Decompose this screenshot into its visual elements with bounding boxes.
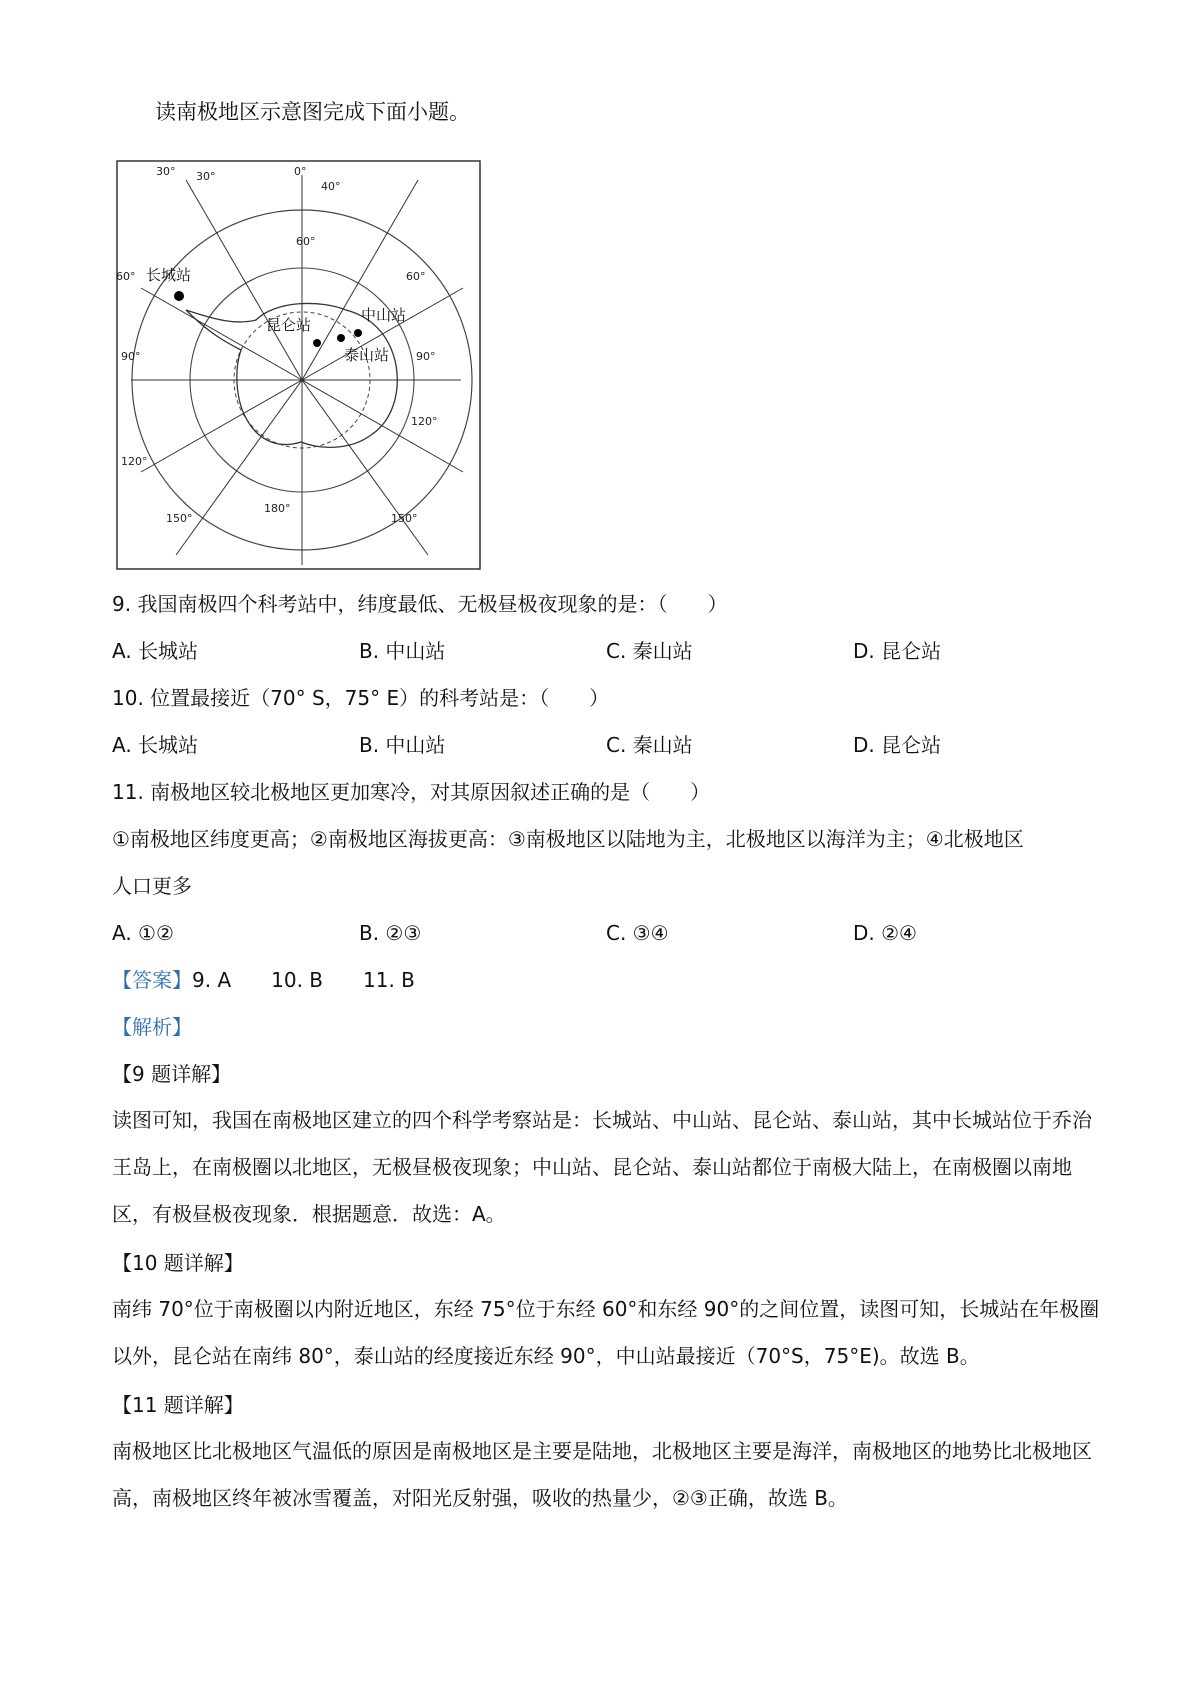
label-60-inner: 60° — [296, 235, 316, 248]
q10-option-c[interactable]: C. 秦山站 — [606, 733, 693, 757]
q9-stem: 9. 我国南极四个科考站中，纬度最低、无极昼极夜现象的是：（ ） — [112, 592, 728, 616]
answer-line — [112, 966, 415, 994]
label-150w: 150° — [166, 512, 193, 525]
detail11-heading: 【11 题详解】 — [112, 1393, 244, 1417]
detail9-heading: 【9 题详解】 — [112, 1062, 232, 1086]
label-30w-outer: 30° — [156, 165, 176, 178]
q11-stem: 11. 南极地区较北极地区更加寒冷，对其原因叙述正确的是（ ） — [112, 780, 711, 804]
label-150e: 150° — [391, 512, 418, 525]
label-90e: 90° — [416, 350, 436, 363]
q9-option-a[interactable]: A. 长城站 — [112, 639, 199, 663]
answer-text: 9. A 10. B 11. B — [192, 968, 415, 992]
station-changcheng: 长城站 — [146, 266, 192, 284]
q11-statements-line1: ①南极地区纬度更高；②南极地区海拔更高：③南极地区以陆地为主，北极地区以海洋为主；④北极地区 — [112, 827, 1024, 851]
q10-option-b[interactable]: B. 中山站 — [359, 733, 446, 757]
label-0: 0° — [294, 165, 307, 178]
analysis-label: 【解析】 — [112, 1015, 192, 1039]
label-60w: 60° — [116, 270, 136, 283]
label-90w: 90° — [121, 350, 141, 363]
q9-option-b[interactable]: B. 中山站 — [359, 639, 446, 663]
detail10-heading: 【10 题详解】 — [112, 1251, 244, 1275]
detail11-text: 南极地区比北极地区气温低的原因是南极地区是主要是陆地，北极地区主要是海洋，南极地区的地势比北极地区高，南极地区终年被冰雪覆盖，对阳光反射强，吸收的热量少，②③正确，故选 B。 — [112, 1439, 1092, 1510]
q9-option-c[interactable]: C. 秦山站 — [606, 639, 693, 663]
q10-stem: 10. 位置最接近（70° S，75° E）的科考站是：（ ） — [112, 686, 610, 710]
q9-option-d[interactable]: D. 昆仑站 — [853, 639, 942, 663]
q10-options — [112, 731, 992, 759]
q11-options — [112, 919, 992, 947]
q11-option-d[interactable]: D. ②④ — [853, 921, 917, 945]
label-60e: 60° — [406, 270, 426, 283]
intro-text: 读南极地区示意图完成下面小题。 — [155, 100, 470, 124]
answer-label: 【答案】 — [112, 968, 192, 992]
q11-option-c[interactable]: C. ③④ — [606, 921, 669, 945]
station-kunlun: 昆仑站 — [266, 316, 312, 334]
q10-option-a[interactable]: A. 长城站 — [112, 733, 199, 757]
station-taishan: 泰山站 — [344, 346, 390, 364]
label-120e: 120° — [411, 415, 438, 428]
station-zhongshan: 中山站 — [361, 306, 407, 324]
antarctica-map — [116, 160, 481, 570]
detail10-text: 南纬 70°位于南极圈以内附近地区，东经 75°位于东经 60°和东经 90°的之间位置，读图可知，长城站在年极圈以外，昆仑站在南纬 80°，泰山站的经度接近东经 90°，中山站最接近（70°S，75°E)。故选 B。 — [112, 1297, 1100, 1368]
label-120w: 120° — [121, 455, 148, 468]
label-40: 40° — [321, 180, 341, 193]
q9-options — [112, 637, 992, 665]
q11-option-a[interactable]: A. ①② — [112, 921, 174, 945]
detail9-text: 读图可知，我国在南极地区建立的四个科学考察站是：长城站、中山站、昆仑站、泰山站，其中长城站位于乔治王岛上，在南极圈以北地区，无极昼极夜现象；中山站、昆仑站、泰山站都位于南极大陆上，在南极圈以南地区，有极昼极夜现象．根据题意．故选：A。 — [112, 1108, 1092, 1226]
label-180: 180° — [264, 502, 291, 515]
q11-option-b[interactable]: B. ②③ — [359, 921, 422, 945]
label-30w: 30° — [196, 170, 216, 183]
q11-statements-line2: 人口更多 — [112, 874, 192, 898]
q10-option-d[interactable]: D. 昆仑站 — [853, 733, 942, 757]
